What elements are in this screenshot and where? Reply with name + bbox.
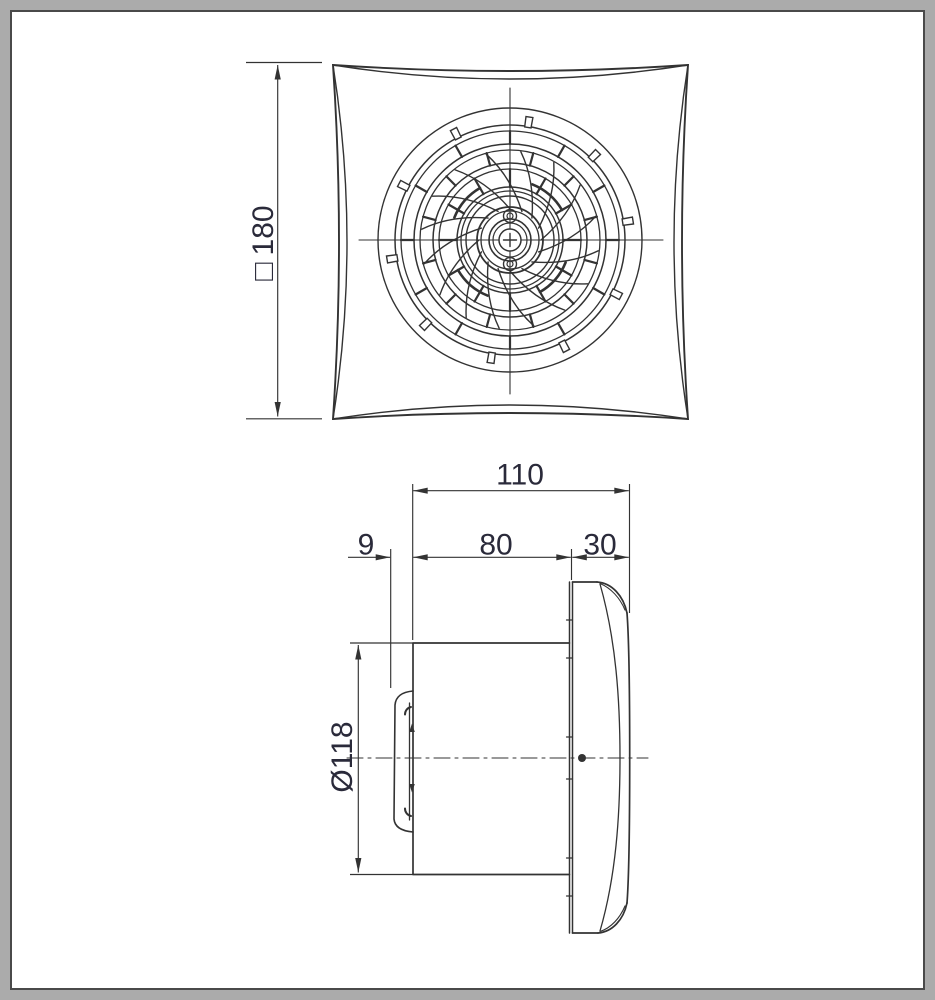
dimension-cover-30 [572, 529, 629, 562]
body-tube [413, 643, 570, 875]
dimension-label-180: □180 [247, 205, 280, 281]
extension-lines [413, 484, 630, 640]
grille-tab [387, 255, 398, 263]
extension-lines [350, 643, 413, 875]
grille-tab [525, 117, 533, 128]
dimension-body-80 [413, 529, 571, 581]
axis-mark-dot [578, 754, 586, 762]
front-view [333, 65, 688, 419]
dimension-label-80: 80 [479, 528, 513, 562]
grille-tab [622, 217, 633, 225]
dimension-flange-9 [348, 529, 391, 689]
dimension-side-180 [246, 63, 322, 419]
front-cover [567, 582, 630, 933]
side-view [347, 582, 648, 933]
dimension-label-110: 110 [496, 458, 544, 492]
dimension-label-9: 9 [357, 528, 375, 562]
duct-flange [394, 691, 415, 832]
dimension-duct-118 [326, 643, 413, 875]
dimension-label-diameter: Ø118 [326, 721, 359, 793]
dimension-label-30: 30 [583, 528, 617, 562]
grille-tab [487, 352, 495, 363]
